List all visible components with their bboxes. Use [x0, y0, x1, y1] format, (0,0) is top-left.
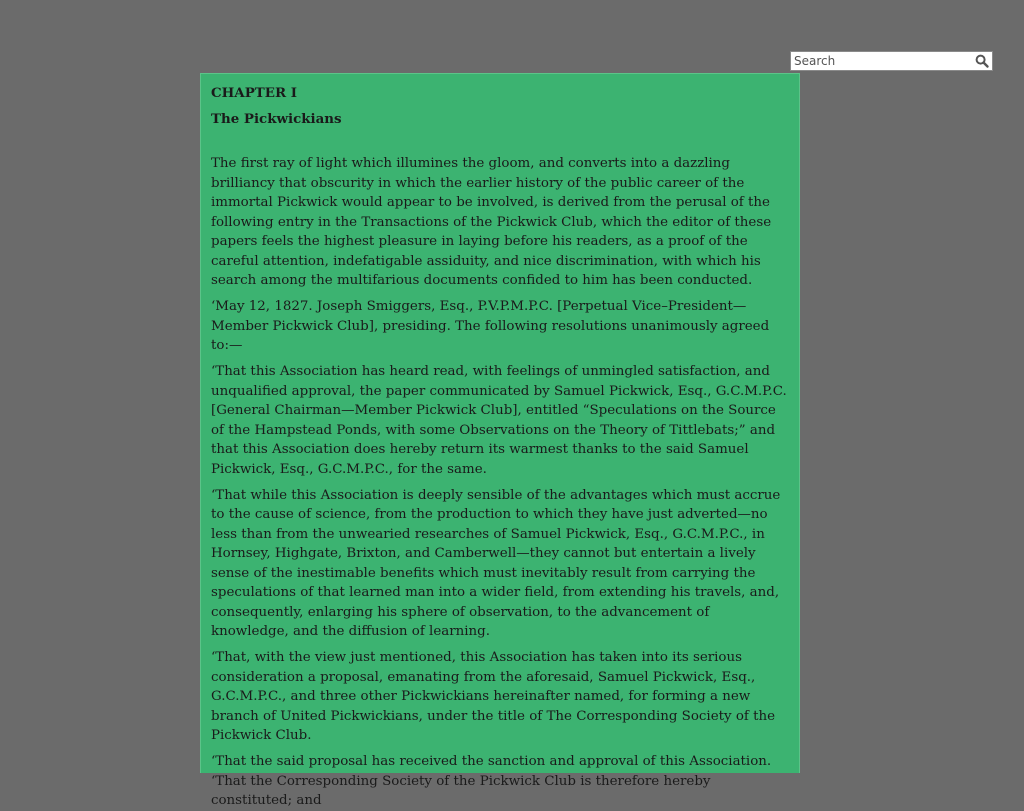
search-icon — [975, 54, 989, 68]
search-input[interactable] — [791, 52, 972, 70]
paragraph-5: ‘That, with the view just mentioned, this Association has taken into its serious consideration a proposal, emanating from the aforesaid, Samuel Pickwick, Esq., G.C.M.P.C., and three other Pickwickians hereinafter named, for forming a new branch of United Pickwickians, under the title of The Corresponding Society of the Pickwick Club. — [211, 650, 776, 743]
search-button[interactable] — [972, 52, 992, 70]
chapter-title: The Pickwickians — [211, 110, 342, 127]
paragraph-6: ‘That the said proposal has received the sanction and approval of this Association. ‘That the Corresponding Society of the Pickwick Club is therefore hereby constituted; and — [211, 754, 772, 808]
paragraph-3: ‘That this Association has heard read, with feelings of unmingled satisfaction, and unqualified approval, the paper communicated by Samuel Pickwick, Esq., G.C.M.P.C. [General Chairman—Member Pickwick Club], entitled “Speculations on the Source of the Hampstead Ponds, with some Observations on the Theory of Tittlebats;” and that this Association does hereby return its warmest thanks to the said Samuel Pickwick, Esq., G.C.M.P.C., for the same. — [211, 364, 787, 477]
chapter-label: CHAPTER I — [211, 85, 297, 101]
paragraph-1: The first ray of light which illumines the gloom, and converts into a dazzling brilliancy that obscurity in which the earlier history of the public career of the immortal Pickwick would appear to be involved, is derived from the perusal of the following entry in the Transactions of the Pickwick Club, which the editor of these papers feels the highest pleasure in laying before his readers, as a proof of the careful attention, indefatigable assiduity, and nice discrimination, with which his search among the multifarious documents confided to him has been conducted. — [211, 156, 772, 288]
book-page — [200, 73, 800, 808]
paragraph-2: ‘May 12, 1827. Joseph Smiggers, Esq., P.V.P.M.P.C. [Perpetual Vice–President—Member Pickwick Club], presiding. The following resolutions unanimously agreed to:— — [211, 299, 770, 353]
paragraph-4: ‘That while this Association is deeply sensible of the advantages which must accrue to the cause of science, from the production to which they have just adverted—no less than from the unwearied researches of Samuel Pickwick, Esq., G.C.M.P.C., in Hornsey, Highgate, Brixton, and Camberwell—they cannot but entertain a lively sense of the inestimable benefits which must inevitably result from carrying the speculations of that learned man into a wider field, from extending his travels, and, consequently, enlarging his sphere of observation, to the advancement of knowledge, and the diffusion of learning. — [211, 487, 781, 639]
search-box — [790, 51, 993, 71]
